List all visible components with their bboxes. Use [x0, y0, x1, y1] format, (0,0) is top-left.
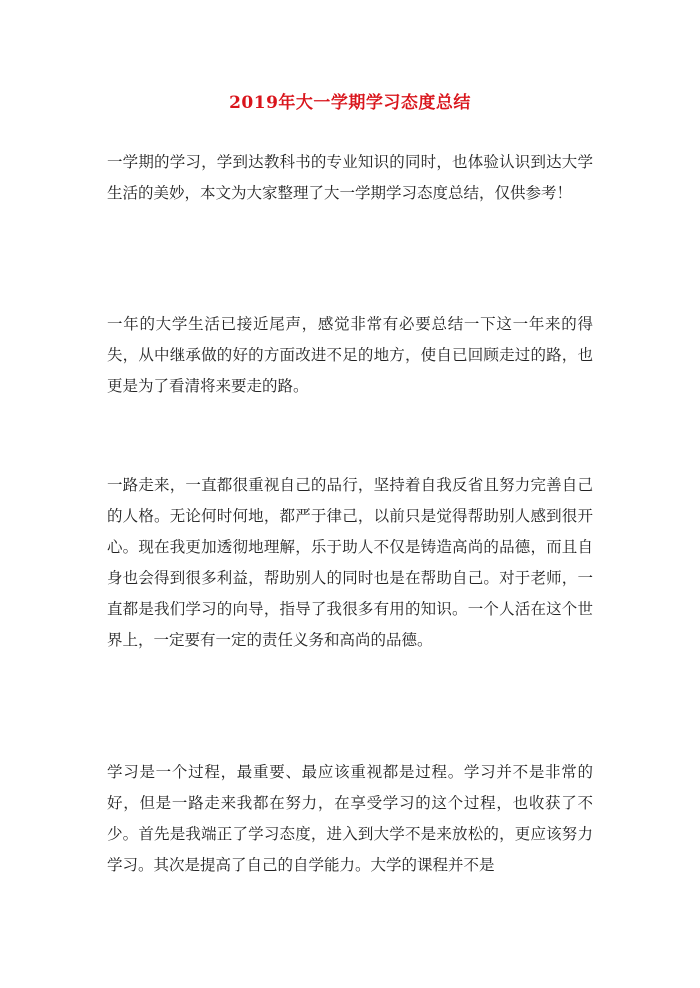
paragraph-character: 一路走来，一直都很重视自己的品行，坚持着自我反省且努力完善自己的人格。无论何时何地，都严于律己，以前只是觉得帮助别人感到很开心。现在我更加透彻地理解，乐于助人不仅是铸造高尚的品德，而且自身也会得到很多利益，帮助别人的同时也是在帮助自己。对于老师，一直都是我们学习的向导，指导了我很多有用的知识。一个人活在这个世界上，一定要有一定的责任义务和高尚的品德。	[107, 476, 593, 649]
document-title: 2019年大一学期学习态度总结	[229, 93, 471, 113]
paragraph-learning: 学习是一个过程，最重要、最应该重视都是过程。学习并不是非常的好，但是一路走来我都在努力，在享受学习的这个过程，也收获了不少。首先是我端正了学习态度，进入到大学不是来放松的，更应该努力学习。其次是提高了自己的自学能力。大学的课程并不是	[107, 763, 593, 874]
paragraph-year-review: 一年的大学生活已接近尾声，感觉非常有必要总结一下这一年来的得失，从中继承做的好的方面改进不足的地方，使自已回顾走过的路，也更是为了看清将来要走的路。	[107, 315, 593, 395]
paragraph-intro: 一学期的学习，学到达教科书的专业知识的同时，也体验认识到达大学生活的美妙，本文为大家整理了大一学期学习态度总结，仅供参考！	[107, 153, 593, 202]
